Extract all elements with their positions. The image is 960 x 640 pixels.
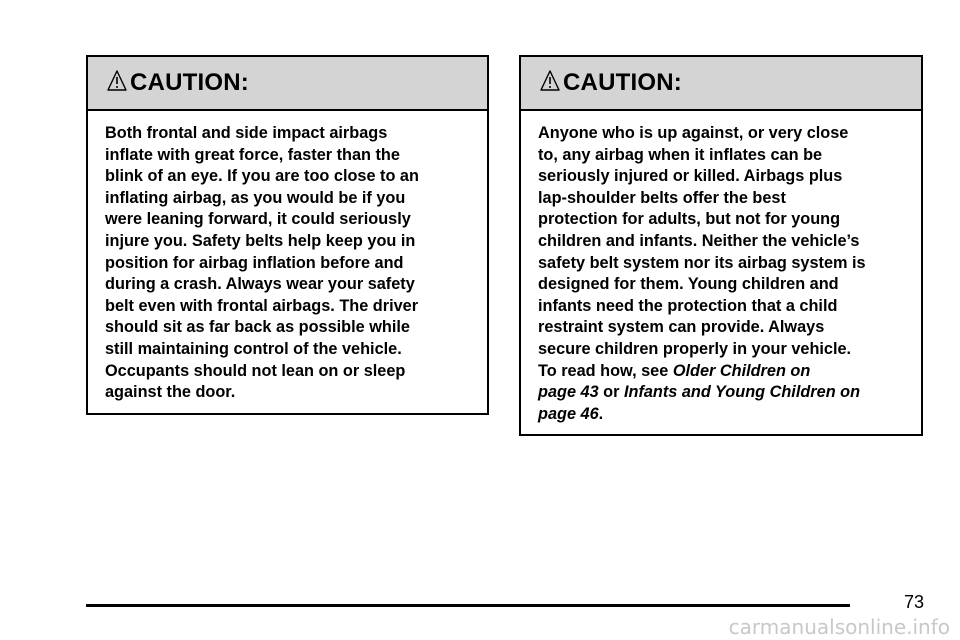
caution-text-main: Anyone who is up against, or very close to, any airbag when it inflates can be seriously injured or killed. Airbags plus lap-shoulder belts offer the best protection for adults, but not for young children and infants. Neither the vehicle’s safety belt system nor its airbag system is designed for them. Young children and infants need the protection that a child restraint system can provide. Always secure children properly in your vehicle. To read how, see: [538, 124, 866, 380]
caution-text: Both frontal and side impact airbags inflate with great force, faster than the blink of an eye. If you are too close to an inflating airbag, as you would be if you were leaning forward, it could seriously injure you. Safety belts help keep you in position for airbag inflation before and during a crash. Always wear your safety belt even with frontal airbags. The driver should sit as far back as possible while still maintaining control of the vehicle. Occupants should not lean on or sleep against the door.: [105, 124, 419, 402]
watermark: carmanualsonline.info: [728, 615, 950, 639]
caution-box-close-to-airbag: [519, 55, 923, 436]
caution-body: [88, 111, 487, 404]
connector-text: or: [598, 383, 624, 402]
caution-title: CAUTION:: [563, 69, 682, 96]
caution-box-airbag-force: [86, 55, 489, 415]
sentence-end: .: [598, 404, 604, 423]
cross-reference-infants[interactable]: Infants and Young Children on page 46: [538, 383, 861, 423]
caution-title: CAUTION:: [130, 69, 249, 96]
caution-text: [538, 123, 907, 425]
warning-triangle-icon: [539, 69, 561, 93]
cross-reference-older-children[interactable]: Older Children on page 43: [538, 361, 811, 402]
caution-body: [521, 111, 921, 425]
page-number: 73: [903, 592, 924, 612]
footer-rule: [86, 604, 850, 607]
caution-header: [521, 57, 921, 111]
caution-header: [88, 57, 487, 111]
warning-triangle-icon: [106, 69, 128, 93]
